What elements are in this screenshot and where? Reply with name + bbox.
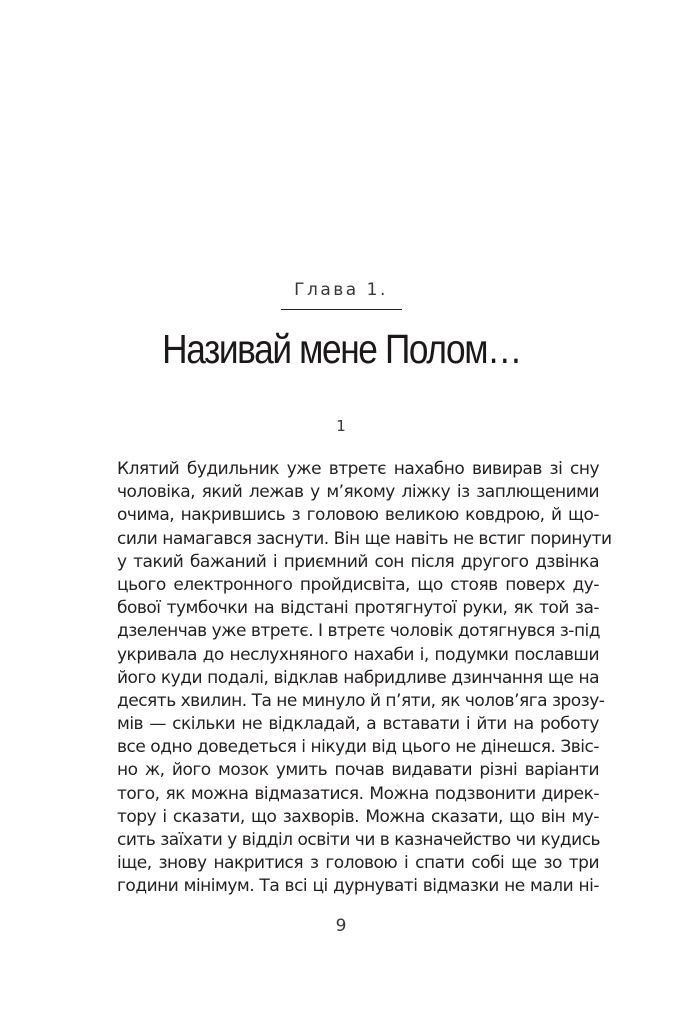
body-line: десять хвилин. Та не минуло й п’яти, як чолов’яга зрозу- — [117, 690, 605, 711]
body-line: години мінімум. Та всі ці дурнуваті відмазки не мали ні- — [117, 876, 599, 897]
body-line: чоловіка, який лежав у м’якому ліжку із заплющеними — [117, 482, 599, 503]
body-line: очима, накрившись з головою великою ковдрою, й що- — [117, 505, 599, 526]
body-line: того, як можна відмазатися. Можна подзвонити дирек- — [117, 783, 599, 804]
body-line: сить заїхати у відділ освіти чи в казначейство чи кудись — [117, 830, 601, 850]
chapter-divider — [281, 309, 402, 310]
chapter-title: Називай мене Полом… — [162, 326, 521, 372]
body-line: укривала до неслухняного нахаби і, подумки пославши — [117, 644, 599, 665]
body-text — [117, 458, 612, 899]
body-line: тору і сказати, що захворів. Можна сказати, що він му- — [117, 806, 599, 827]
body-line: іще, знову накритися з головою і спати собі ще зо три — [117, 853, 599, 874]
body-line: сили намагався заснути. Він ще навіть не встиг поринути — [117, 528, 612, 549]
body-line: бової тумбочки на відстані протягнутої руки, як той за- — [117, 598, 599, 619]
body-line: дзеленчав уже втретє. І втретє чоловік дотягнувся з-під — [117, 621, 601, 642]
chapter-label: Глава 1. — [294, 280, 388, 300]
body-line: мів — скільки не відкладай, а вставати і йти на роботу — [117, 714, 599, 735]
body-line: у такий бажаний і приємний сон після другого дзвінка — [117, 551, 599, 572]
body-line: його куди подалі, відклав набридливе дзинчання ще на — [117, 667, 599, 688]
body-line: Клятий будильник уже втретє нахабно вивирав зі сну — [117, 459, 599, 479]
section-number: 1 — [336, 417, 346, 435]
body-line: цього електронного пройдисвіта, що стояв поверх ду- — [117, 574, 599, 595]
page-number: 9 — [335, 916, 347, 936]
body-line: все одно доведеться і нікуди від цього не дінешся. Звіс- — [117, 737, 599, 758]
body-line: но ж, його мозок умить почав видавати різні варіанти — [117, 760, 599, 781]
